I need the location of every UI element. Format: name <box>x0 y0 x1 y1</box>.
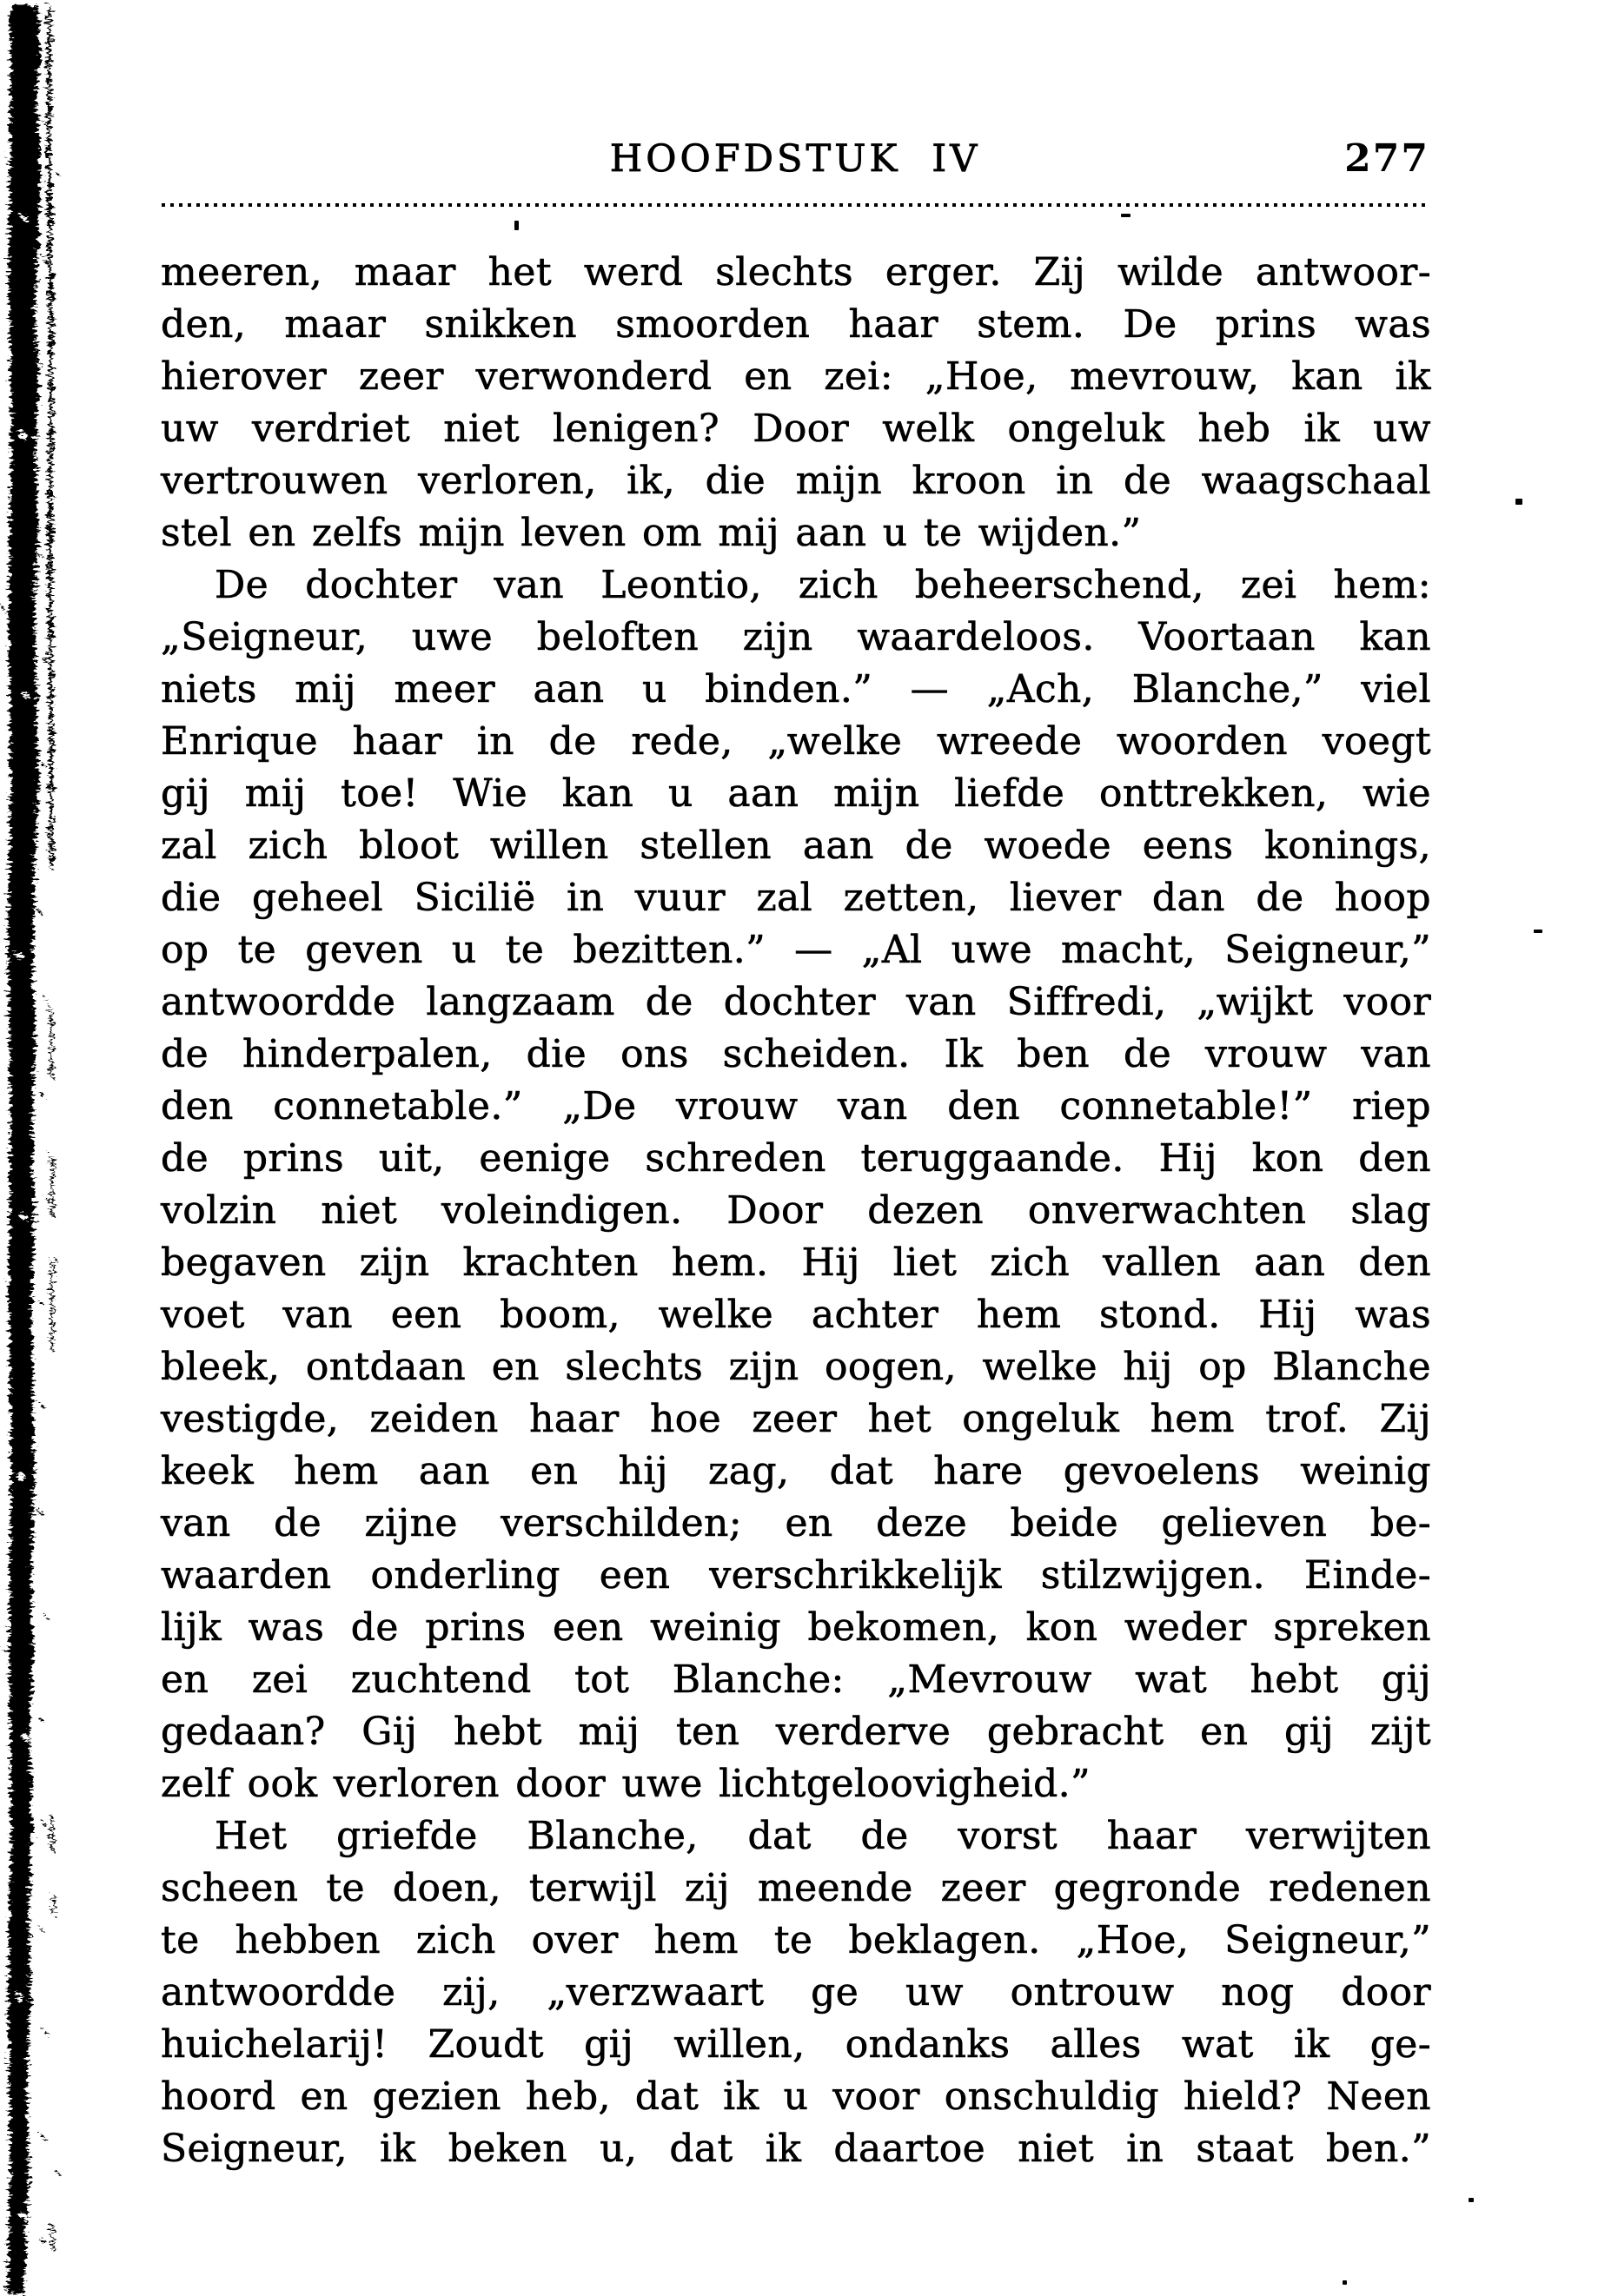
text-line: de hinderpalen, die ons scheiden. Ik ben de vrouw van <box>161 1032 1431 1076</box>
text-line: gedaan? Gij hebt mij ten verderve gebracht en gij zijt <box>161 1710 1431 1754</box>
text-line: van de zijne verschilden; en deze beide gelieven be- <box>161 1501 1431 1545</box>
scan-artifact-left-edge <box>0 0 78 2296</box>
text-line: De dochter van Leontio, zich beheerschend, zei hem: <box>215 563 1431 607</box>
text-line: voet van een boom, welke achter hem stond. Hij was <box>161 1293 1431 1337</box>
text-line: „Seigneur, uwe beloften zijn waardeloos. Voortaan kan <box>161 615 1431 659</box>
text-line: en zei zuchtend tot Blanche: „Mevrouw wat hebt gij <box>161 1657 1431 1702</box>
text-line: scheen te doen, terwijl zij meende zeer gegronde redenen <box>161 1866 1431 1910</box>
text-line: begaven zijn krachten hem. Hij liet zich vallen aan den <box>161 1241 1431 1285</box>
scan-speck <box>514 221 519 230</box>
text-line: uw verdriet niet lenigen? Door welk ongeluk heb ik uw <box>161 407 1431 451</box>
text-line: Seigneur, ik beken u, dat ik daartoe niet in staat ben.” <box>161 2127 1431 2171</box>
text-line: meeren, maar het werd slechts erger. Zij wilde antwoor- <box>161 250 1431 294</box>
text-line: huichelarij! Zoudt gij willen, ondanks alles wat ik ge- <box>161 2022 1431 2067</box>
scan-speck <box>1534 930 1542 933</box>
text-line: bleek, ontdaan en slechts zijn oogen, welke hij op Blanche <box>161 1345 1431 1389</box>
text-line: de prins uit, eenige schreden teruggaande. Hij kon den <box>161 1136 1431 1181</box>
text-line: Het griefde Blanche, dat de vorst haar verwijten <box>215 1814 1431 1858</box>
text-line: niets mij meer aan u binden.” — „Ach, Blanche,” viel <box>161 667 1431 711</box>
text-line: volzin niet voleindigen. Door dezen onverwachten slag <box>161 1188 1431 1233</box>
body-text <box>161 247 1431 2175</box>
text-line: vertrouwen verloren, ik, die mijn kroon in de waagschaal <box>161 459 1431 503</box>
text-line: op te geven u te bezitten.” — „Al uwe macht, Seigneur,” <box>161 928 1431 972</box>
text-line: gij mij toe! Wie kan u aan mijn liefde onttrekken, wie <box>161 771 1431 816</box>
text-line: waarden onderling een verschrikkelijk stilzwijgen. Einde- <box>161 1553 1431 1598</box>
text-line: Enrique haar in de rede, „welke wreede woorden voegt <box>161 719 1431 764</box>
text-line: hierover zeer verwonderd en zei: „Hoe, mevrouw, kan ik <box>161 354 1431 399</box>
text-line: den connetable.” „De vrouw van den connetable!” riep <box>161 1084 1431 1128</box>
text-line: te hebben zich over hem te beklagen. „Hoe, Seigneur,” <box>161 1918 1431 1962</box>
text-line: keek hem aan en hij zag, dat hare gevoelens weinig <box>161 1449 1431 1493</box>
text-line: die geheel Sicilië in vuur zal zetten, liever dan de hoop <box>161 876 1431 920</box>
text-line: den, maar snikken smoorden haar stem. De prins was <box>161 302 1431 347</box>
text-line: vestigde, zeiden haar hoe zeer het ongeluk hem trof. Zij <box>161 1397 1431 1441</box>
chapter-heading: HOOFDSTUK IV <box>609 137 981 181</box>
header-divider <box>162 203 1427 207</box>
page-header <box>161 132 1429 186</box>
text-line: zelf ook verloren door uwe lichtgeloovigheid.” <box>161 1762 1091 1806</box>
scan-speck <box>1343 2280 1347 2285</box>
scan-speck <box>1469 2198 1474 2202</box>
text-line: stel en zelfs mijn leven om mij aan u te wijden.” <box>161 511 1142 555</box>
text-line: lijk was de prins een weinig bekomen, kon weder spreken <box>161 1605 1431 1650</box>
scan-speck <box>1515 499 1522 505</box>
scan-speck <box>1121 214 1131 217</box>
text-line: zal zich bloot willen stellen aan de woede eens konings, <box>161 824 1431 868</box>
text-line: antwoordde langzaam de dochter van Siffredi, „wijkt voor <box>161 980 1431 1024</box>
page-number: 277 <box>1344 136 1429 181</box>
text-line: antwoordde zij, „verzwaart ge uw ontrouw nog door <box>161 1970 1431 2015</box>
text-line: hoord en gezien heb, dat ik u voor onschuldig hield? Neen <box>161 2074 1431 2119</box>
